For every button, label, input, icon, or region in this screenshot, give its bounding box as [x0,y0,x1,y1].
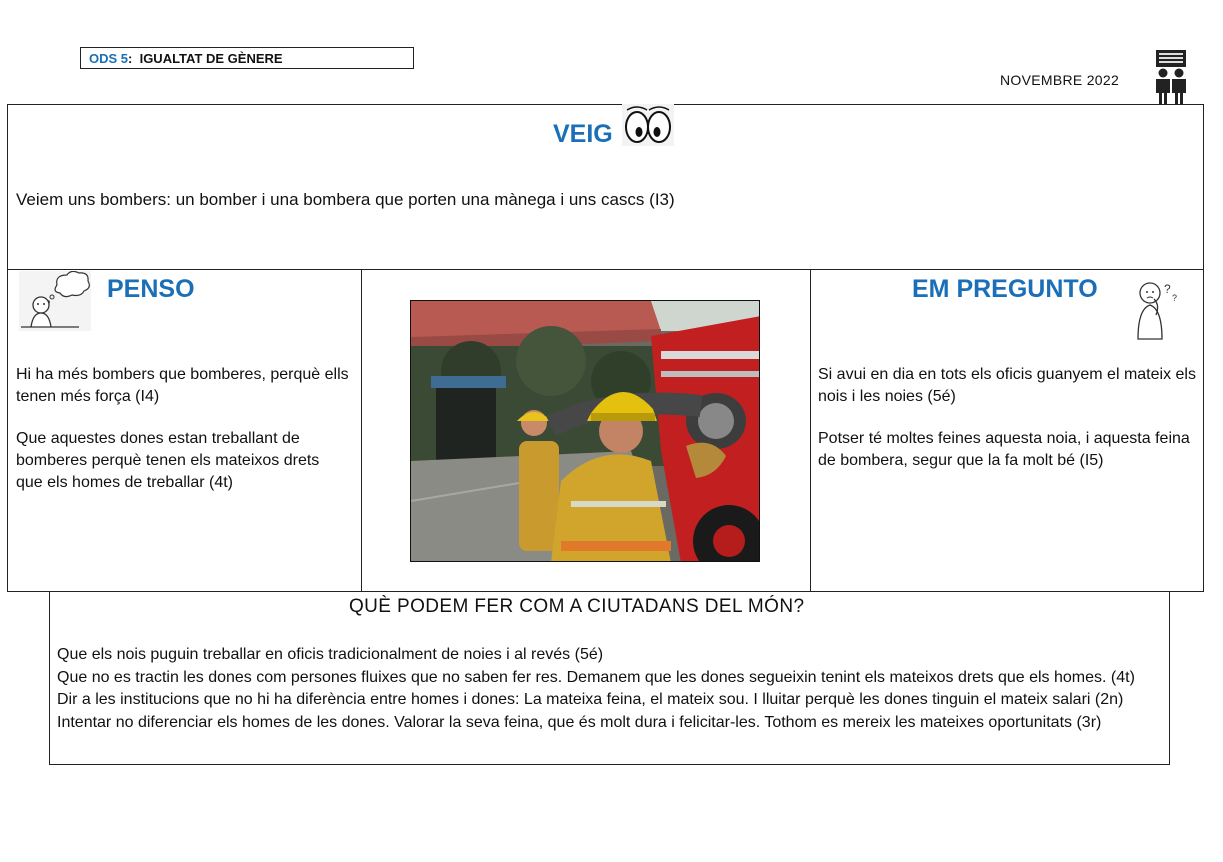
svg-text:?: ? [1172,293,1178,303]
veig-text: Veiem uns bombers: un bomber i una bombera que porten una mànega i uns cascs (I3) [16,190,675,209]
ods-header-box: ODS 5: IGUALTAT DE GÈNERE [80,47,414,69]
eyes-icon [622,104,674,146]
list-item: Intentar no diferenciar els homes de les dones. Valorar la seva feina, que és molt dura i felicitar-les. Tothom es mereix les mateixes oportunitats (3r) [57,713,1102,731]
ods-label: ODS 5 [89,51,129,66]
em-pregunto-title: EM PREGUNTO [912,275,1098,303]
list-item: Que no es tractin les dones com persones fluixes que no saben fer res. Demanem que les dones segueixin tenint els mateixos drets que els homes. (4t) [57,668,1135,686]
list-item: Dir a les institucions que no hi ha diferència entre homes i dones: La mateixa feina, el mateix sou. I lluitar perquè les dones tinguin el mateix salari (2n) [57,691,1124,708]
thinking-person-icon [19,271,91,331]
two-children-icon [1150,48,1192,106]
date-label: NOVEMBRE 2022 [1000,72,1120,88]
svg-text:?: ? [1164,282,1171,296]
penso-paragraph: Hi ha més bombers que bomberes, perquè ells tenen més força (I4) [16,366,349,405]
em-pregunto-paragraph: Si avui en dia en tots els oficis guanyem el mateix els nois i les noies (5é) [818,366,1196,405]
veig-title: VEIG [553,120,613,148]
firefighters-photo [410,300,760,562]
em-pregunto-paragraph: Potser té moltes feines aquesta noia, i aquesta feina de bombera, segur que la fa molt bé (I5) [818,430,1190,469]
penso-paragraph: Que aquestes dones estan treballant de bomberes perquè tenen els mateixos drets que els homes de treballar (4t) [16,430,320,491]
que-podem-fer-title: QUÈ PODEM FER COM A CIUTADANS DEL MÓN? [349,596,805,617]
que-podem-fer-list [57,644,1167,734]
list-item: Que els nois puguin treballar en oficis tradicionalment de noies i al revés (5é) [57,646,604,663]
penso-title: PENSO [107,275,195,303]
ods-title: IGUALTAT DE GÈNERE [139,51,283,66]
questioning-person-icon [1128,275,1184,343]
